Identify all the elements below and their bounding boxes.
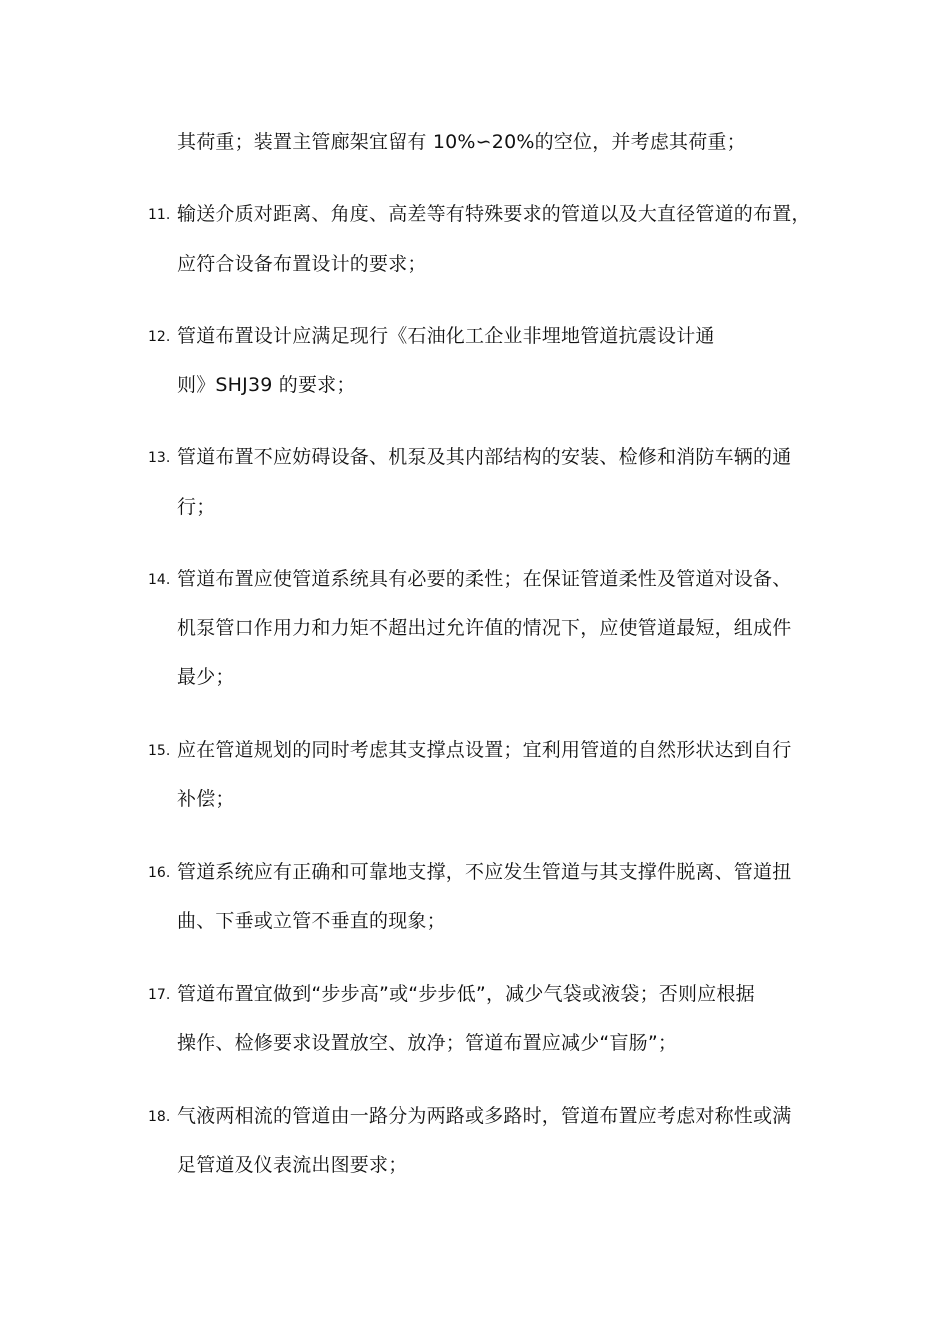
item-18-number: 18. [148, 1109, 171, 1125]
item-14-number: 14. [148, 572, 171, 588]
item-17-line-2: 操作、检修要求设置放空、放净；管道布置应减少“盲肠”； [177, 1032, 678, 1054]
item-17-number: 17. [148, 987, 171, 1003]
item-15-line-1: 应在管道规划的同时考虑其支撑点设置；宜利用管道的自然形状达到自行 [177, 739, 792, 761]
item-15-line-2: 补偿； [177, 788, 235, 810]
item-14-line-2: 机泵管口作用力和力矩不超出过允许值的情况下，应使管道最短，组成件 [177, 617, 792, 639]
item-17-line-1: 管道布置宜做到“步步高”或“步步低”，减少气袋或液袋；否则应根据 [177, 983, 755, 1005]
item-11-line-1: 输送介质对距离、角度、高差等有特殊要求的管道以及大直径管道的布置， [177, 203, 811, 225]
item-12-number: 12. [148, 329, 171, 345]
item-11-line-2: 应符合设备布置设计的要求； [177, 253, 427, 275]
item-14-line-3: 最少； [177, 666, 235, 688]
item-13-line-2: 行； [177, 496, 216, 518]
item-continuation-line-1: 其荷重；装置主管廊架宜留有 10%∽20%的空位，并考虑其荷重； [177, 131, 746, 153]
item-12-line-1: 管道布置设计应满足现行《石油化工企业非埋地管道抗震设计通 [177, 325, 715, 347]
item-13-number: 13. [148, 450, 171, 466]
item-11-number: 11. [148, 207, 171, 223]
item-15-number: 15. [148, 743, 171, 759]
item-14-line-1: 管道布置应使管道系统具有必要的柔性；在保证管道柔性及管道对设备、 [177, 568, 792, 590]
item-18-line-2: 足管道及仪表流出图要求； [177, 1154, 408, 1176]
item-13-line-1: 管道布置不应妨碍设备、机泵及其内部结构的安装、检修和消防车辆的通 [177, 446, 792, 468]
item-18-line-1: 气液两相流的管道由一路分为两路或多路时，管道布置应考虑对称性或满 [177, 1105, 792, 1127]
item-16-line-2: 曲、下垂或立管不垂直的现象； [177, 910, 446, 932]
item-12-line-2: 则》SHJ39 的要求； [177, 374, 356, 396]
item-16-line-1: 管道系统应有正确和可靠地支撑，不应发生管道与其支撑件脱离、管道扭 [177, 861, 792, 883]
item-16-number: 16. [148, 865, 171, 881]
